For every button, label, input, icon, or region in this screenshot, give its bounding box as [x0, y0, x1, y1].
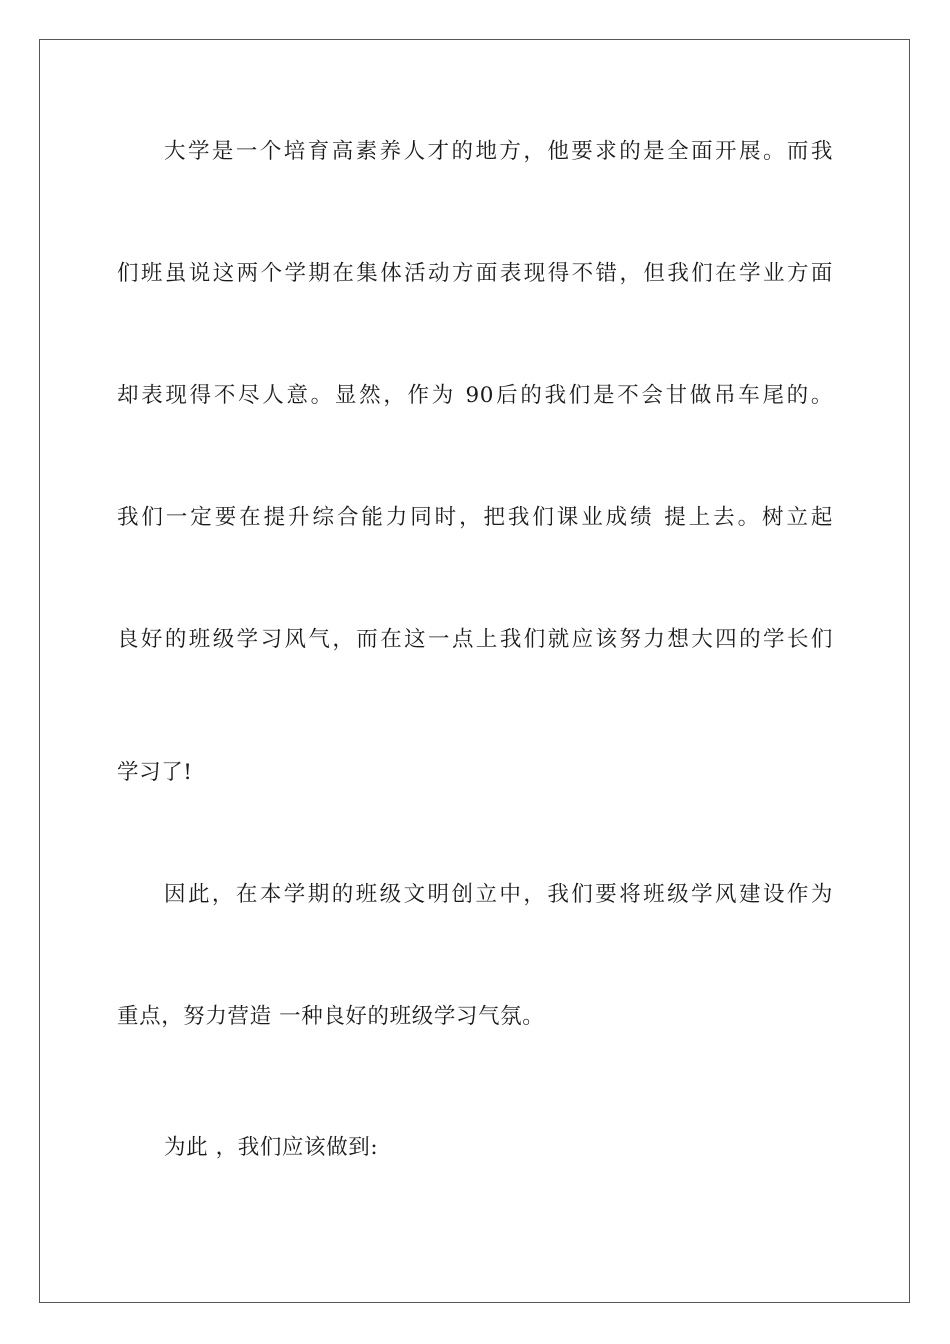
paragraph-2-line-2: 重点，努力营造 一种良好的班级学习气氛。: [117, 1004, 545, 1029]
paragraph-1-line-6: 学习了!: [117, 760, 193, 785]
page-border: [39, 39, 910, 1303]
paragraph-1-line-4: 我们一定要在提升综合能力同时，把我们课业成绩 提上去。树立起: [117, 505, 833, 530]
paragraph-1-line-2: 们班虽说这两个学期在集体活动方面表现得不错，但我们在学业方面: [117, 261, 833, 286]
paragraph-1-line-5: 良好的班级学习风气，而在这一点上我们就应该努力想大四的学长们: [117, 627, 833, 652]
paragraph-1-line-1: 大学是一个培育高素养人才的地方，他要求的是全面开展。而我: [164, 139, 833, 164]
paragraph-2-line-1: 因此，在本学期的班级文明创立中，我们要将班级学风建设作为: [164, 882, 833, 907]
paragraph-3-line-1: 为此 ，我们应该做到:: [164, 1135, 379, 1160]
paragraph-1-line-3: 却表现得不尽人意。显然，作为 90后的我们是不会甘做吊车尾的。: [117, 383, 833, 408]
